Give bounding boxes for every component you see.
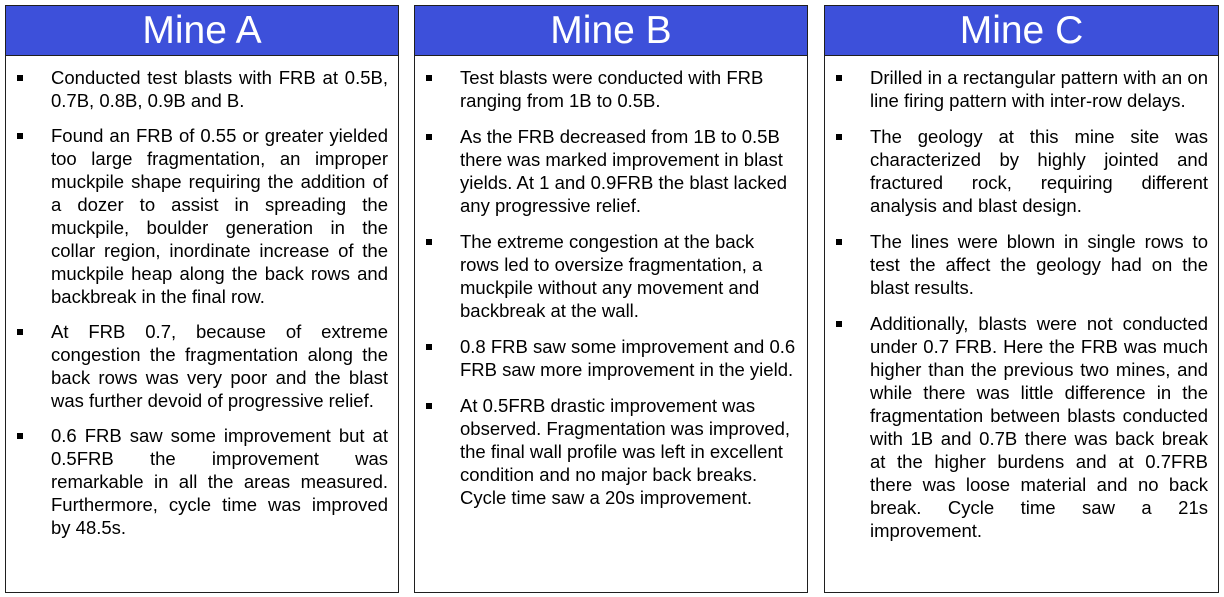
bullet-text: Additionally, blasts were not conducted under 0.7 FRB. Here the FRB was much higher than the previous two mines, and while there was little difference in the fragmentation between blasts conducted with 1B and 0.7B there was back break at the higher burdens and at 0.7FRB there was loose material and no back break. Cycle time saw a 21s improvement. xyxy=(870,313,1208,541)
square-bullet-icon xyxy=(426,344,432,350)
mine-a-bullet-list xyxy=(6,66,398,539)
mine-b-panel xyxy=(414,5,808,593)
list-item xyxy=(825,66,1218,112)
bullet-text: Drilled in a rectangular pattern with an on line firing pattern with inter-row delays. xyxy=(870,67,1208,111)
list-item xyxy=(6,424,398,539)
bullet-text: The lines were blown in single rows to test the affect the geology had on the blast results. xyxy=(870,231,1208,298)
square-bullet-icon xyxy=(836,321,842,327)
square-bullet-icon xyxy=(17,75,23,81)
bullet-text: The geology at this mine site was characterized by highly jointed and fractured rock, requiring different analysis and blast design. xyxy=(870,126,1208,216)
square-bullet-icon xyxy=(426,134,432,140)
list-item xyxy=(825,312,1218,542)
mine-c-bullet-list xyxy=(825,66,1218,542)
bullet-text: At 0.5FRB drastic improvement was observed. Fragmentation was improved, the final wall profile was left in excellent condition and no major back breaks. Cycle time saw a 20s improvement. xyxy=(460,395,791,508)
list-item xyxy=(415,230,807,322)
bullet-text: 0.8 FRB saw some improvement and 0.6 FRB saw more improvement in the yield. xyxy=(460,336,796,380)
list-item xyxy=(6,124,398,308)
bullet-text: As the FRB decreased from 1B to 0.5B there was marked improvement in blast yields. At 1 and 0.9FRB the blast lacked any progressive relief. xyxy=(460,126,788,216)
square-bullet-icon xyxy=(836,239,842,245)
list-item xyxy=(415,394,807,509)
bullet-text: At FRB 0.7, because of extreme congestion the fragmentation along the back rows was very poor and the blast was further devoid of progressive relief. xyxy=(51,321,388,411)
list-item xyxy=(6,320,398,412)
square-bullet-icon xyxy=(836,75,842,81)
square-bullet-icon xyxy=(836,134,842,140)
square-bullet-icon xyxy=(17,133,23,139)
square-bullet-icon xyxy=(426,239,432,245)
mine-c-panel xyxy=(824,5,1219,593)
mine-b-bullet-list xyxy=(415,66,807,509)
mine-c-title: Mine C xyxy=(825,6,1218,56)
list-item xyxy=(6,66,398,112)
list-item xyxy=(825,230,1218,299)
list-item xyxy=(415,66,807,112)
mine-b-title: Mine B xyxy=(415,6,807,56)
bullet-text: The extreme congestion at the back rows led to oversize fragmentation, a muckpile without any movement and backbreak at the wall. xyxy=(460,231,763,321)
square-bullet-icon xyxy=(17,329,23,335)
list-item xyxy=(825,125,1218,217)
mine-a-title: Mine A xyxy=(6,6,398,56)
list-item xyxy=(415,125,807,217)
bullet-text: Conducted test blasts with FRB at 0.5B, 0.7B, 0.8B, 0.9B and B. xyxy=(51,67,388,111)
mine-a-panel xyxy=(5,5,399,593)
list-item xyxy=(415,335,807,381)
bullet-text: Found an FRB of 0.55 or greater yielded too large fragmentation, an improper muckpile shape requiring the addition of a dozer to assist in spreading the muckpile, boulder generation in the collar region, inordinate increase of the muckpile heap along the back rows and backbreak in the final row. xyxy=(51,125,388,307)
square-bullet-icon xyxy=(426,75,432,81)
bullet-text: Test blasts were conducted with FRB ranging from 1B to 0.5B. xyxy=(460,67,764,111)
square-bullet-icon xyxy=(426,403,432,409)
square-bullet-icon xyxy=(17,433,23,439)
bullet-text: 0.6 FRB saw some improvement but at 0.5FRB the improvement was remarkable in all the areas measured. Furthermore, cycle time was improved by 48.5s. xyxy=(51,425,388,538)
